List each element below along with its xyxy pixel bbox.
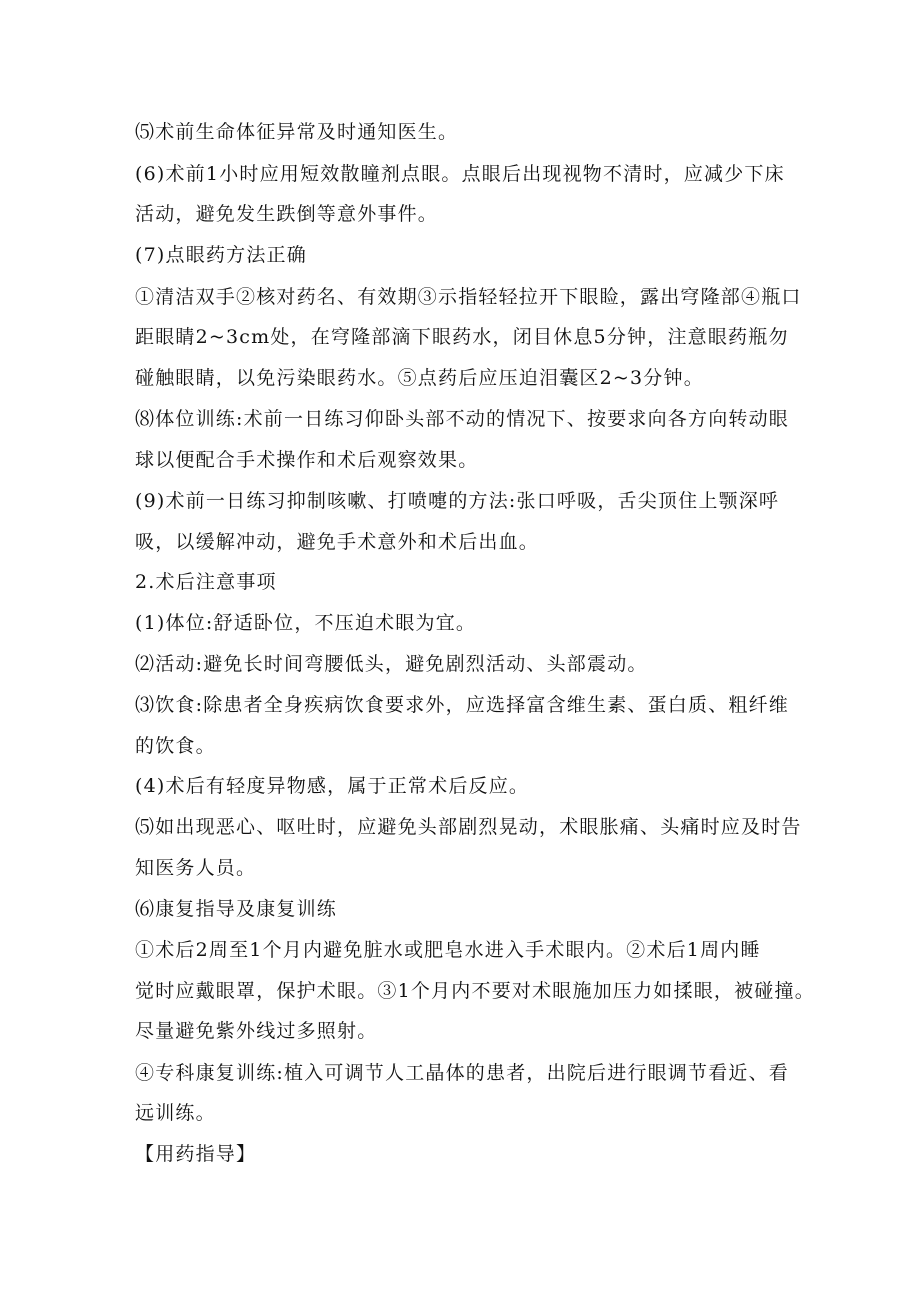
section-heading: 2.术后注意事项 — [135, 571, 277, 593]
text-line: ①清洁双手②核对药名、有效期③示指轻轻拉开下眼睑，露出穹隆部④瓶口 — [135, 286, 802, 308]
text-line: (1)体位:舒适卧位，不压迫术眼为宜。 — [135, 612, 477, 634]
text-line: 球以便配合手术操作和术后观察效果。 — [135, 449, 479, 471]
text-line: 的饮食。 — [135, 735, 216, 757]
text-line: ⑵活动:避免长时间弯腰低头，避免剧烈活动、头部震动。 — [135, 653, 648, 675]
text-line: ④专科康复训练:植入可调节人工晶体的患者，出院后进行眼调节看近、看 — [135, 1062, 790, 1084]
text-line: 尽量避免紫外线过多照射。 — [135, 1020, 378, 1042]
text-line: ⑹康复指导及康复训练 — [135, 898, 338, 920]
text-line: ⑶饮食:除患者全身疾病饮食要求外，应选择富含维生素、蛋白质、粗纤维 — [135, 694, 790, 716]
text-line: 知医务人员。 — [135, 857, 257, 879]
text-line: ⑸如出现恶心、呕吐时，应避免头部剧烈晃动，术眼胀痛、头痛时应及时告 — [135, 816, 802, 838]
text-line: 碰触眼睛，以免污染眼药水。⑤点药后应压迫泪囊区2~3分钟。 — [135, 367, 704, 389]
text-line: (9)术前一日练习抑制咳嗽、打喷嚏的方法:张口呼吸，舌尖顶住上颚深呼 — [135, 490, 780, 512]
text-line: 距眼睛2~3cm处，在穹隆部滴下眼药水，闭目休息5分钟，注意眼药瓶勿 — [135, 326, 789, 348]
text-line: ①术后2周至1个月内避免脏水或肥皂水进入手术眼内。②术后1周内睡 — [135, 939, 761, 961]
text-line: 远训练。 — [135, 1102, 216, 1124]
text-line: 活动，避免发生跌倒等意外事件。 — [135, 203, 439, 225]
text-line: 觉时应戴眼罩，保护术眼。③1个月内不要对术眼施加压力如揉眼，被碰撞。 — [135, 980, 815, 1002]
section-heading: 【用药指导】 — [135, 1143, 257, 1165]
text-line: (6)术前1小时应用短效散瞳剂点眼。点眼后出现视物不清时，应减少下床 — [135, 163, 785, 185]
text-line: ⑸术前生命体征异常及时通知医生。 — [135, 121, 459, 143]
text-line: 吸，以缓解冲动，避免手术意外和术后出血。 — [135, 531, 540, 553]
text-line: (4)术后有轻度异物感，属于正常术后反应。 — [135, 775, 530, 797]
text-line: ⑻体位训练:术前一日练习仰卧头部不动的情况下、按要求向各方向转动眼 — [135, 408, 790, 430]
text-line: (7)点眼药方法正确 — [135, 244, 307, 266]
